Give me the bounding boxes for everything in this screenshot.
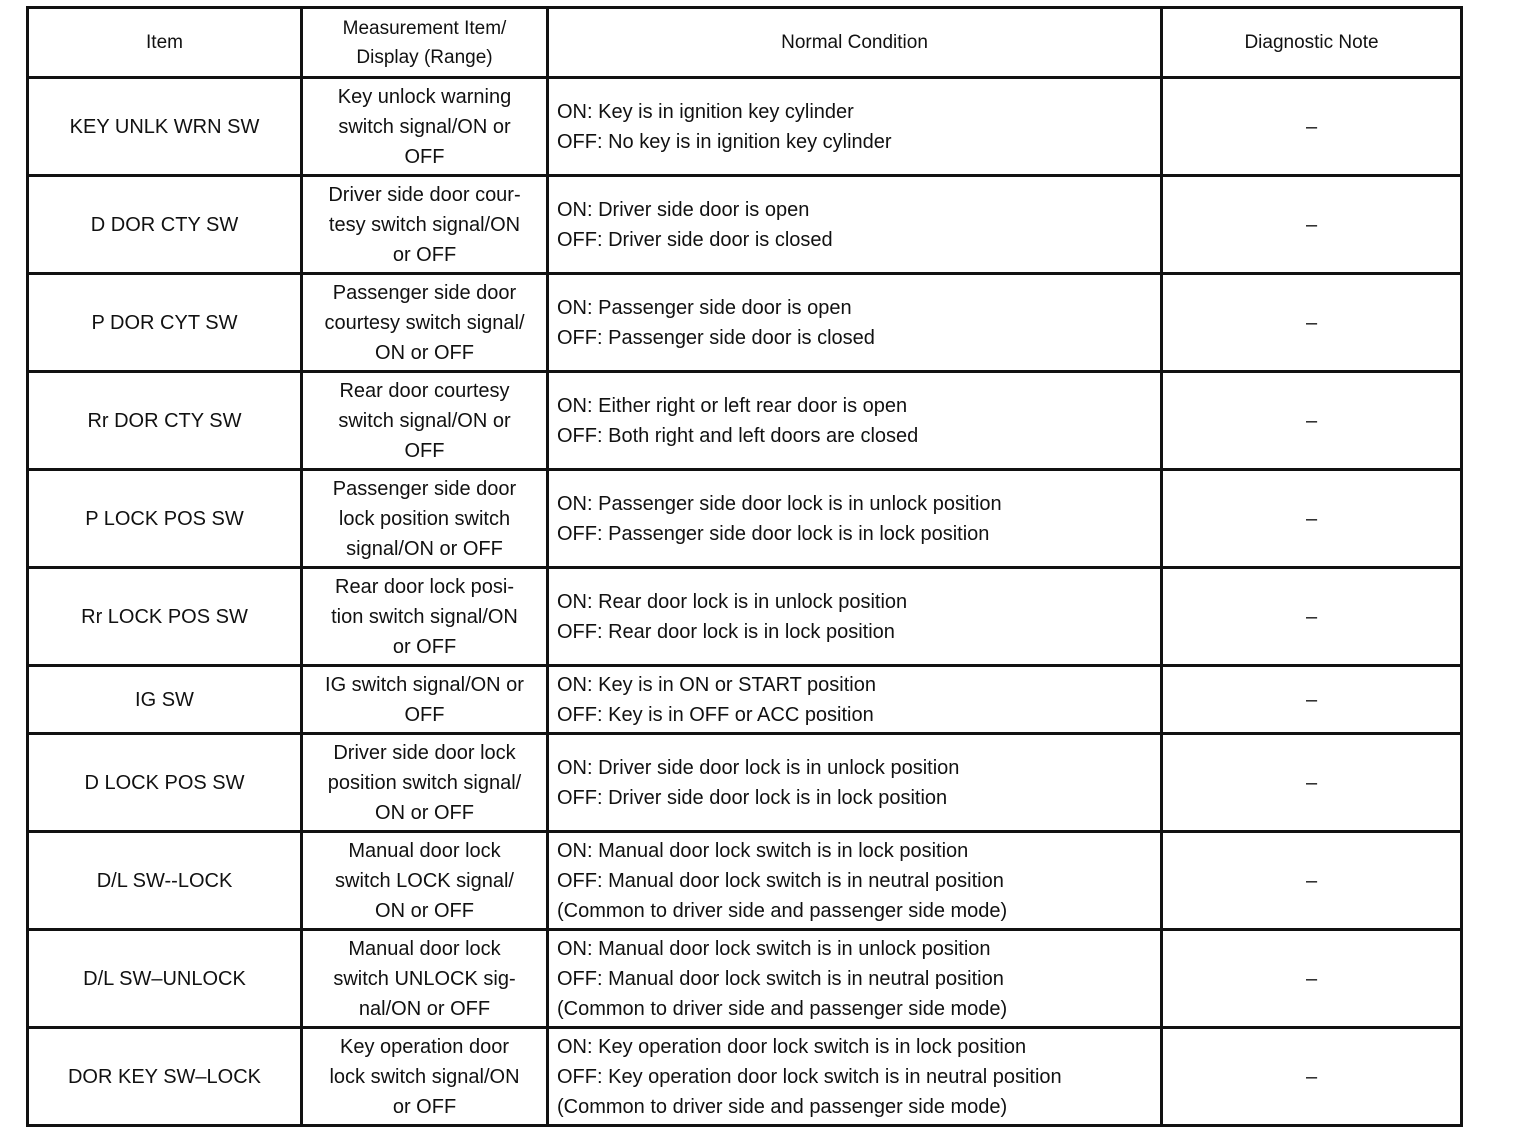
item-cell: Rr DOR CTY SW bbox=[28, 372, 302, 470]
measurement-cell bbox=[302, 470, 548, 568]
condition-line: ON: Driver side door is open bbox=[557, 198, 810, 221]
measurement-line: Passenger side door bbox=[332, 281, 517, 304]
note-cell: – bbox=[1162, 666, 1462, 734]
table-row bbox=[28, 930, 1462, 1028]
measurement-cell bbox=[302, 568, 548, 666]
condition-cell bbox=[548, 78, 1162, 176]
condition-cell bbox=[548, 568, 1162, 666]
item-cell: D/L SW–UNLOCK bbox=[28, 930, 302, 1028]
measurement-line: Rear door lock posi- bbox=[335, 575, 514, 598]
condition-line: (Common to driver side and passenger side mode) bbox=[557, 1095, 1008, 1118]
condition-cell bbox=[548, 666, 1162, 734]
measurement-line: Manual door lock bbox=[348, 937, 501, 960]
note-cell: – bbox=[1162, 176, 1462, 274]
condition-line: OFF: Driver side door lock is in lock position bbox=[557, 786, 948, 809]
measurement-line: or OFF bbox=[392, 1095, 457, 1118]
header-normal-condition-label: Normal Condition bbox=[781, 32, 928, 53]
table-row bbox=[28, 1028, 1462, 1126]
header-measurement-line: Measurement Item/ bbox=[342, 17, 507, 39]
condition-line: ON: Passenger side door lock is in unlock position bbox=[557, 492, 1002, 515]
measurement-line: switch LOCK signal/ bbox=[335, 869, 514, 892]
condition-cell bbox=[548, 372, 1162, 470]
note-cell: – bbox=[1162, 734, 1462, 832]
measurement-line: courtesy switch signal/ bbox=[324, 311, 525, 334]
measurement-line: Driver side door lock bbox=[333, 741, 516, 764]
measurement-cell bbox=[302, 1028, 548, 1126]
item-cell: P LOCK POS SW bbox=[28, 470, 302, 568]
condition-line: ON: Driver side door lock is in unlock position bbox=[557, 756, 960, 779]
measurement-line: position switch signal/ bbox=[327, 771, 522, 794]
note-cell: – bbox=[1162, 372, 1462, 470]
condition-line: OFF: Passenger side door is closed bbox=[557, 326, 875, 349]
measurement-line: Rear door courtesy bbox=[339, 379, 510, 402]
table-row bbox=[28, 734, 1462, 832]
table-row bbox=[28, 372, 1462, 470]
measurement-cell bbox=[302, 372, 548, 470]
header-measurement-line: Display (Range) bbox=[356, 46, 493, 68]
table-row bbox=[28, 176, 1462, 274]
note-cell: – bbox=[1162, 930, 1462, 1028]
measurement-line: OFF bbox=[404, 439, 445, 462]
measurement-cell bbox=[302, 176, 548, 274]
item-cell: D LOCK POS SW bbox=[28, 734, 302, 832]
data-list-table bbox=[26, 6, 1463, 1127]
item-cell: KEY UNLK WRN SW bbox=[28, 78, 302, 176]
condition-line: OFF: Key is in OFF or ACC position bbox=[557, 703, 874, 726]
measurement-line: switch UNLOCK sig- bbox=[333, 967, 516, 990]
measurement-line: tesy switch signal/ON bbox=[328, 213, 521, 236]
note-cell: – bbox=[1162, 274, 1462, 372]
condition-line: ON: Key is in ignition key cylinder bbox=[557, 100, 854, 123]
condition-line: ON: Manual door lock switch is in lock position bbox=[557, 839, 969, 862]
condition-line: OFF: Driver side door is closed bbox=[557, 228, 833, 251]
note-cell: – bbox=[1162, 470, 1462, 568]
table-row bbox=[28, 832, 1462, 930]
measurement-line: Key operation door bbox=[339, 1035, 509, 1058]
condition-line: ON: Either right or left rear door is open bbox=[557, 394, 908, 417]
measurement-cell bbox=[302, 274, 548, 372]
condition-line: ON: Key is in ON or START position bbox=[557, 673, 876, 696]
condition-line: OFF: Both right and left doors are closed bbox=[557, 424, 919, 447]
item-cell: D/L SW--LOCK bbox=[28, 832, 302, 930]
condition-cell bbox=[548, 734, 1162, 832]
header-item-label: Item bbox=[146, 32, 183, 53]
condition-line: OFF: Manual door lock switch is in neutral position bbox=[557, 967, 1004, 990]
condition-line: ON: Passenger side door is open bbox=[557, 296, 852, 319]
measurement-line: lock position switch bbox=[338, 507, 511, 530]
header-measurement bbox=[302, 8, 548, 78]
condition-cell bbox=[548, 930, 1162, 1028]
measurement-line: lock switch signal/ON bbox=[329, 1065, 520, 1088]
condition-line: ON: Rear door lock is in unlock position bbox=[557, 590, 908, 613]
note-cell: – bbox=[1162, 832, 1462, 930]
condition-cell bbox=[548, 1028, 1162, 1126]
measurement-line: Key unlock warning bbox=[337, 85, 512, 108]
condition-line: OFF: Manual door lock switch is in neutral position bbox=[557, 869, 1004, 892]
item-cell: IG SW bbox=[28, 666, 302, 734]
item-cell: Rr LOCK POS SW bbox=[28, 568, 302, 666]
condition-line: (Common to driver side and passenger side mode) bbox=[557, 899, 1008, 922]
measurement-line: signal/ON or OFF bbox=[346, 537, 503, 560]
condition-cell bbox=[548, 470, 1162, 568]
measurement-line: IG switch signal/ON or bbox=[325, 673, 524, 696]
header-normal-condition bbox=[548, 8, 1162, 78]
condition-cell bbox=[548, 176, 1162, 274]
header-diagnostic-note bbox=[1162, 8, 1462, 78]
measurement-line: ON or OFF bbox=[375, 341, 474, 364]
measurement-cell bbox=[302, 666, 548, 734]
table-row bbox=[28, 78, 1462, 176]
table-row bbox=[28, 568, 1462, 666]
condition-line: OFF: Rear door lock is in lock position bbox=[557, 620, 895, 643]
condition-line: OFF: Key operation door lock switch is in neutral position bbox=[557, 1065, 1062, 1088]
item-cell: P DOR CYT SW bbox=[28, 274, 302, 372]
measurement-cell bbox=[302, 930, 548, 1028]
header-row bbox=[28, 8, 1462, 78]
measurement-line: or OFF bbox=[392, 635, 457, 658]
header-diagnostic-note-label: Diagnostic Note bbox=[1244, 32, 1379, 53]
item-cell: DOR KEY SW–LOCK bbox=[28, 1028, 302, 1126]
measurement-cell bbox=[302, 78, 548, 176]
measurement-line: or OFF bbox=[392, 243, 457, 266]
measurement-line: ON or OFF bbox=[375, 899, 474, 922]
condition-line: ON: Key operation door lock switch is in lock position bbox=[557, 1035, 1027, 1058]
measurement-line: Manual door lock bbox=[348, 839, 501, 862]
condition-line: (Common to driver side and passenger side mode) bbox=[557, 997, 1008, 1020]
diagnostic-data-list bbox=[26, 6, 1460, 1127]
measurement-line: switch signal/ON or bbox=[338, 115, 511, 138]
table-row bbox=[28, 470, 1462, 568]
condition-cell bbox=[548, 832, 1162, 930]
measurement-cell bbox=[302, 734, 548, 832]
measurement-line: switch signal/ON or bbox=[338, 409, 511, 432]
condition-line: OFF: No key is in ignition key cylinder bbox=[557, 130, 892, 153]
measurement-line: OFF bbox=[404, 145, 445, 168]
measurement-cell bbox=[302, 832, 548, 930]
condition-line: OFF: Passenger side door lock is in lock position bbox=[557, 522, 990, 545]
note-cell: – bbox=[1162, 1028, 1462, 1126]
measurement-line: tion switch signal/ON bbox=[331, 605, 518, 628]
condition-cell bbox=[548, 274, 1162, 372]
condition-line: ON: Manual door lock switch is in unlock position bbox=[557, 937, 991, 960]
table-row bbox=[28, 274, 1462, 372]
measurement-line: nal/ON or OFF bbox=[358, 997, 491, 1020]
header-item bbox=[28, 8, 302, 78]
note-cell: – bbox=[1162, 78, 1462, 176]
note-cell: – bbox=[1162, 568, 1462, 666]
measurement-line: OFF bbox=[404, 703, 445, 726]
measurement-line: Driver side door cour- bbox=[328, 183, 521, 206]
measurement-line: ON or OFF bbox=[375, 801, 474, 824]
table-row bbox=[28, 666, 1462, 734]
item-cell: D DOR CTY SW bbox=[28, 176, 302, 274]
measurement-line: Passenger side door bbox=[332, 477, 517, 500]
